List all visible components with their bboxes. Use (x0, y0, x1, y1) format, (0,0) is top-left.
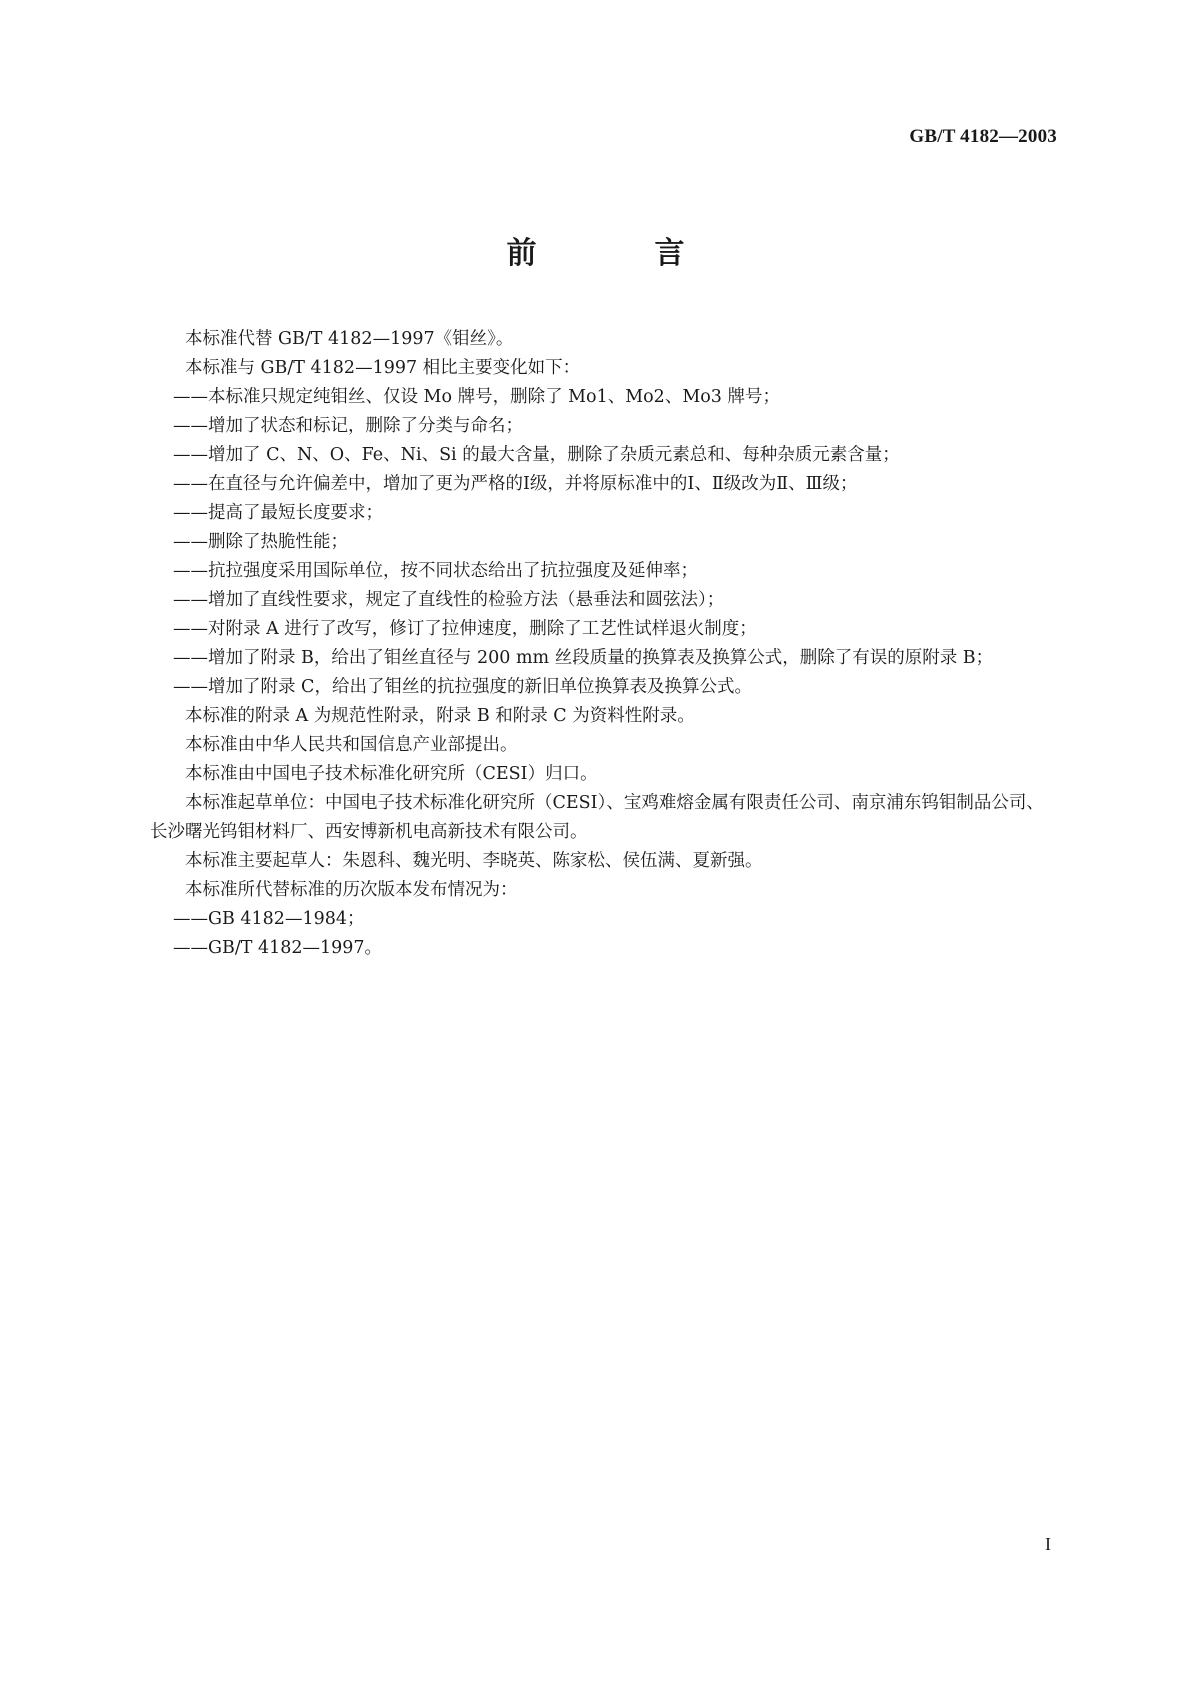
standard-number: GB/T 4182—2003 (909, 126, 1057, 147)
paragraph-proposed-by: 本标准由中华人民共和国信息产业部提出。 (185, 735, 518, 755)
paragraph-replaces: 本标准代替 GB/T 4182—1997《钼丝》。 (185, 329, 514, 349)
change-item: ——增加了附录 C，给出了钼丝的抗拉强度的新旧单位换算表及换算公式。 (173, 677, 752, 697)
change-item: ——在直径与允许偏差中，增加了更为严格的Ⅰ级，并将原标准中的Ⅰ、Ⅱ级改为Ⅱ、Ⅲ级； (173, 474, 858, 494)
change-item: ——提高了最短长度要求； (173, 503, 383, 523)
change-item: ——增加了状态和标记，删除了分类与命名； (173, 416, 523, 436)
paragraph-annex-info: 本标准的附录 A 为规范性附录，附录 B 和附录 C 为资料性附录。 (185, 706, 695, 726)
paragraph-managed-by: 本标准由中国电子技术标准化研究所（CESI）归口。 (185, 764, 598, 784)
paragraph-history-intro: 本标准所代替标准的历次版本发布情况为： (185, 880, 518, 900)
history-item: ——GB 4182—1984； (173, 909, 365, 929)
change-item: ——对附录 A 进行了改写，修订了拉伸速度，删除了工艺性试样退火制度； (173, 619, 757, 639)
paragraph-drafting-units: 本标准起草单位：中国电子技术标准化研究所（CESI）、宝鸡难熔金属有限责任公司、南京浦东钨钼制品公司、长沙曙光钨钼材料厂、西安博新机电高新技术有限公司。 (150, 793, 1044, 842)
change-item: ——抗拉强度采用国际单位，按不同状态给出了抗拉强度及延伸率； (173, 561, 698, 581)
change-item: ——增加了附录 B，给出了钼丝直径与 200 mm 丝段质量的换算表及换算公式，删除了有误的原附录 B； (173, 648, 994, 668)
page-title: 前 言 (506, 236, 729, 271)
change-item: ——本标准只规定纯钼丝、仅设 Mo 牌号，删除了 Mo1、Mo2、Mo3 牌号； (173, 387, 780, 407)
change-item: ——增加了 C、N、O、Fe、Ni、Si 的最大含量，删除了杂质元素总和、每种杂质元素含量； (173, 445, 900, 465)
paragraph-changes-intro: 本标准与 GB/T 4182—1997 相比主要变化如下： (185, 358, 581, 378)
foreword-body (150, 325, 1055, 963)
change-item: ——增加了直线性要求，规定了直线性的检验方法（悬垂法和圆弦法）； (173, 590, 725, 610)
history-item: ——GB/T 4182—1997。 (173, 938, 383, 958)
paragraph-drafters: 本标准主要起草人：朱恩科、魏光明、李晓英、陈家松、侯伍满、夏新强。 (185, 851, 763, 871)
change-item: ——删除了热脆性能； (173, 532, 348, 552)
page-number: I (1045, 1534, 1051, 1554)
